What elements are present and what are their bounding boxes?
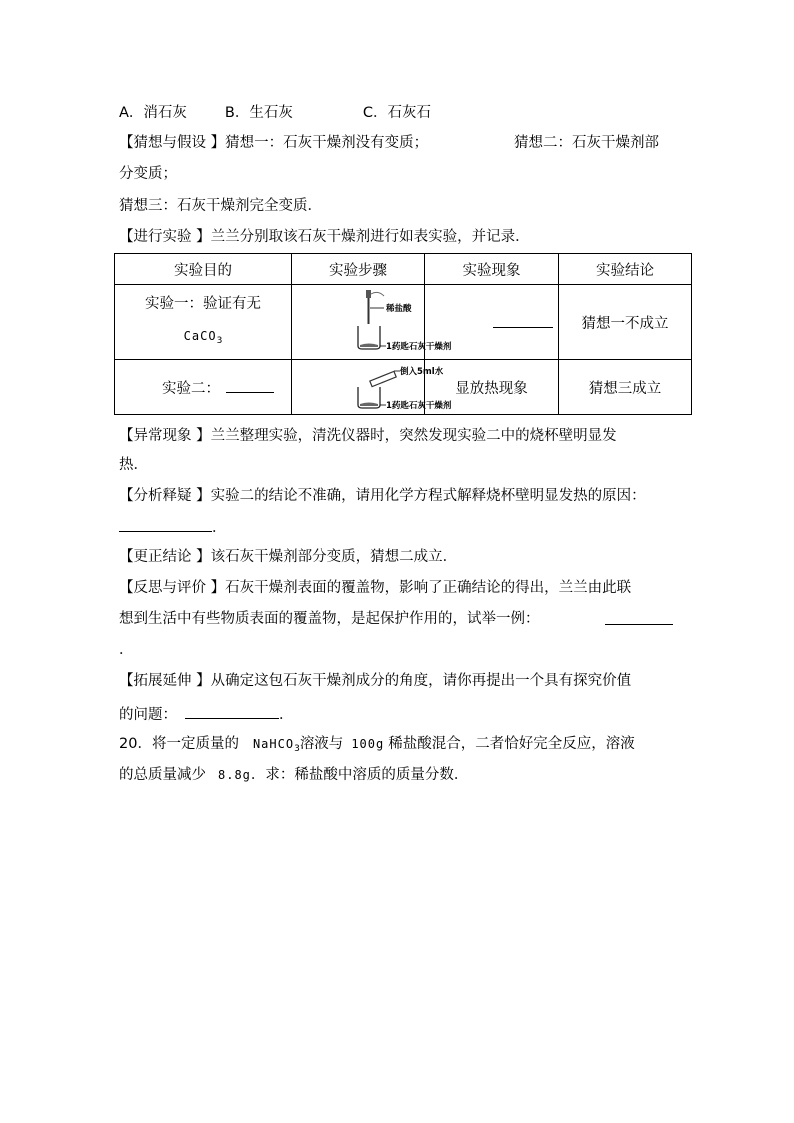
- row2-steps: [292, 360, 452, 415]
- table-row: [115, 285, 692, 360]
- row1-purpose-a: 实验一：验证有无: [145, 295, 261, 312]
- label-desiccant-2: 1药匙石灰干燥剂: [386, 401, 452, 411]
- reflection-answer-blank[interactable]: [605, 609, 673, 625]
- extension-text-a: 从确定这包石灰干燥剂成分的角度，请你再提出一个具有探究价值: [210, 673, 632, 689]
- q20-formula: NaHCO: [252, 737, 295, 751]
- q20-loss: 8.8g: [218, 768, 251, 782]
- hypothesis-2a-line: [514, 133, 659, 153]
- hypothesis-3: 猜想三：石灰干燥剂完全变质．: [119, 198, 322, 214]
- row1-purpose: [115, 285, 292, 360]
- option-a: A．消石灰: [119, 105, 187, 121]
- extension-tag: 【拓展延伸 】: [119, 673, 211, 689]
- row1-phenomenon-blank[interactable]: [493, 312, 553, 328]
- q20-d: 的总质量减少: [119, 767, 206, 783]
- option-b: B．生石灰: [224, 105, 293, 121]
- q20-e: ．求：稀盐酸中溶质的质量分数．: [250, 767, 469, 783]
- caco3-formula: CaCO: [183, 328, 217, 343]
- reflection-end: ．: [119, 642, 134, 658]
- q20-amount: 100g: [351, 737, 385, 751]
- analysis-line-2: [119, 516, 227, 538]
- hypothesis-2b: 分变质；: [119, 166, 177, 182]
- reflection-text-a: 石灰干燥剂表面的覆盖物，影响了正确结论的得出，兰兰由此联: [225, 580, 632, 596]
- correction-tag: 【更正结论 】: [119, 549, 211, 565]
- analysis-line-1: [119, 486, 646, 506]
- caco3-subscript: 3: [216, 335, 223, 346]
- extension-line-2: [119, 703, 294, 725]
- q20-formula-sub: 3: [294, 744, 300, 754]
- anomaly-line-2: [119, 455, 148, 475]
- hypothesis-tag: 【猜想与假设 】: [119, 135, 226, 151]
- row1-purpose-b: [115, 320, 291, 357]
- beaker-sample: [360, 344, 378, 348]
- anomaly-text-a: 兰兰整理实验，清洗仪器时，突然发现实验二中的烧杯壁明显发: [210, 428, 617, 444]
- row2-purpose-label: 实验二：: [162, 380, 220, 397]
- label-desiccant-1: 1药匙石灰干燥剂: [386, 342, 452, 352]
- hypothesis-line-3: [119, 196, 322, 216]
- hydrochloric-acid-beaker-illustration: [354, 288, 464, 354]
- table-row: [115, 360, 692, 415]
- water-beaker-illustration: [354, 363, 464, 411]
- analysis-text: 实验二的结论不准确，请用化学方程式解释烧杯壁明显发热的原因：: [210, 488, 646, 504]
- row2-purpose-blank[interactable]: [226, 377, 274, 393]
- reflection-tag: 【反思与评价 】: [119, 580, 226, 596]
- reflection-line-3: [119, 640, 134, 660]
- label-water: 倒入5ml水: [400, 367, 444, 377]
- header-phenomenon: 实验现象: [425, 254, 559, 285]
- row1-steps: [292, 285, 452, 360]
- anomaly-line-1: [119, 426, 617, 446]
- row2-phenomenon: 显放热现象: [425, 360, 559, 415]
- reflection-line-1: [119, 578, 631, 598]
- extension-answer-blank[interactable]: [185, 703, 279, 719]
- extension-text-b: 的问题：: [119, 707, 177, 723]
- row2-conclusion: 猜想三成立: [559, 360, 692, 415]
- experiment-table: [114, 253, 692, 415]
- correction-line: [119, 547, 457, 567]
- header-purpose: 实验目的: [115, 254, 292, 285]
- reflection-text-b: 想到生活中有些物质表面的覆盖物，是起保护作用的，试举一例：: [119, 611, 540, 627]
- hypothesis-2a: 猜想二：石灰干燥剂部: [514, 135, 659, 151]
- analysis-end: ．: [212, 520, 227, 536]
- header-conclusion: 实验结论: [559, 254, 692, 285]
- correction-text: 该石灰干燥剂部分变质，猜想二成立．: [210, 549, 458, 565]
- table-header-row: [115, 254, 692, 285]
- header-steps: 实验步骤: [292, 254, 425, 285]
- conduct-line: [119, 227, 530, 247]
- option-c: C．石灰石: [362, 105, 431, 121]
- conduct-tag: 【进行实验 】: [119, 229, 211, 245]
- row2-purpose: [115, 360, 292, 415]
- dropper-bulb: [366, 290, 371, 298]
- hypothesis-line-2: [119, 164, 177, 184]
- analysis-answer-blank[interactable]: [119, 516, 212, 532]
- reflection-blank-line: [605, 609, 673, 631]
- hypothesis-1: 猜想一：石灰干燥剂没有变质；: [225, 135, 429, 151]
- label-acid: 稀盐酸: [386, 304, 412, 314]
- row1-conclusion: 猜想一不成立: [559, 285, 692, 360]
- hand-outline: [371, 292, 384, 296]
- q20-a: 20．将一定质量的: [119, 736, 239, 752]
- q20-b: 溶液与: [299, 736, 344, 752]
- test-tube: [370, 371, 396, 386]
- extension-end: ．: [279, 707, 294, 723]
- analysis-tag: 【分析释疑 】: [119, 488, 211, 504]
- reflection-line-2: [119, 609, 540, 629]
- beaker-sample-2: [360, 403, 378, 407]
- options-line: [119, 103, 431, 123]
- anomaly-text-b: 热．: [119, 457, 148, 473]
- q20-c: 稀盐酸混合，二者恰好完全反应，溶液: [388, 736, 635, 752]
- extension-line-1: [119, 671, 631, 691]
- q20-line-1: [119, 734, 635, 759]
- hypothesis-line-1: [119, 133, 428, 153]
- q20-line-2: [119, 765, 468, 785]
- anomaly-tag: 【异常现象 】: [119, 428, 211, 444]
- conduct-text: 兰兰分别取该石灰干燥剂进行如表实验，并记录．: [210, 229, 530, 245]
